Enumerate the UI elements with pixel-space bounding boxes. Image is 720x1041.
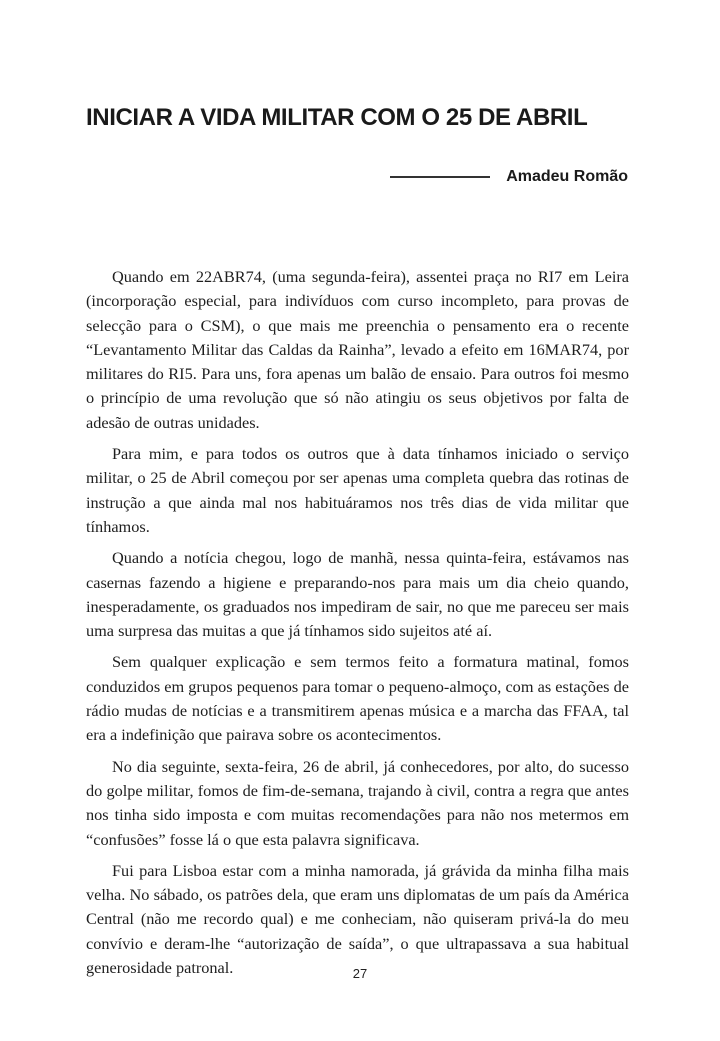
paragraph: No dia seguinte, sexta-feira, 26 de abril, já conhecedores, por alto, do sucesso do golpe militar, fomos de fim-de-semana, trajando à civil, contra a regra que antes nos tinha sido imposta e com muitas recomendações para não nos metermos em “confusões” fosse lá o que esta palavra significava. xyxy=(86,756,629,849)
author-name: Amadeu Romão xyxy=(506,168,628,185)
page-number: 27 xyxy=(352,966,368,981)
byline xyxy=(390,168,628,186)
paragraph: Fui para Lisboa estar com a minha namorada, já grávida da minha filha mais velha. No sábado, os patrões dela, que eram uns diplomatas de um país da América Central (não me recordo qual) e me conheciam, não quiseram privá-la do meu convívio e deram-lhe “autorização de saída”, o que ultrapassava a sua habitual generosidade patronal. xyxy=(86,860,629,978)
paragraph: Para mim, e para todos os outros que à data tínhamos iniciado o serviço militar, o 25 de Abril começou por ser apenas uma completa quebra das rotinas de instrução a que ainda mal nos habituáramos nos três dias de vida militar que tínhamos. xyxy=(86,444,629,536)
body-text xyxy=(86,265,629,987)
paragraph: Quando em 22ABR74, (uma segunda-feira), assentei praça no RI7 em Leira (incorporação especial, para indivíduos com curso incompleto, para provas de selecção para o CSM), o que mais me preenchia o pensamento era o recente “Levantamento Militar das Caldas da Rainha”, levado a efeito em 16MAR74, por militares do RI5. Para uns, fora apenas um balão de ensaio. Para outros foi mesmo o princípio de uma revolução que só não atingiu os seus objetivos por falta de adesão de outras unidades. xyxy=(86,267,629,432)
byline-rule xyxy=(390,176,490,178)
chapter-title: INICIAR A VIDA MILITAR COM O 25 DE ABRIL xyxy=(86,104,588,131)
paragraph: Quando a notícia chegou, logo de manhã, nessa quinta-feira, estávamos nas casernas fazendo a higiene e preparando-nos para mais um dia cheio quando, inesperadamente, os graduados nos impediram de sair, no que me pareceu ser mais uma surpresa das muitas a que já tínhamos sido sujeitos até aí. xyxy=(86,548,629,641)
paragraph: Sem qualquer explicação e sem termos feito a formatura matinal, fomos conduzidos em grupos pequenos para tomar o pequeno-almoço, com as estações de rádio mudas de notícias e a transmitirem apenas música e a marcha das FFAA, tal era a indefinição que pairava sobre os acontecimentos. xyxy=(86,652,629,745)
